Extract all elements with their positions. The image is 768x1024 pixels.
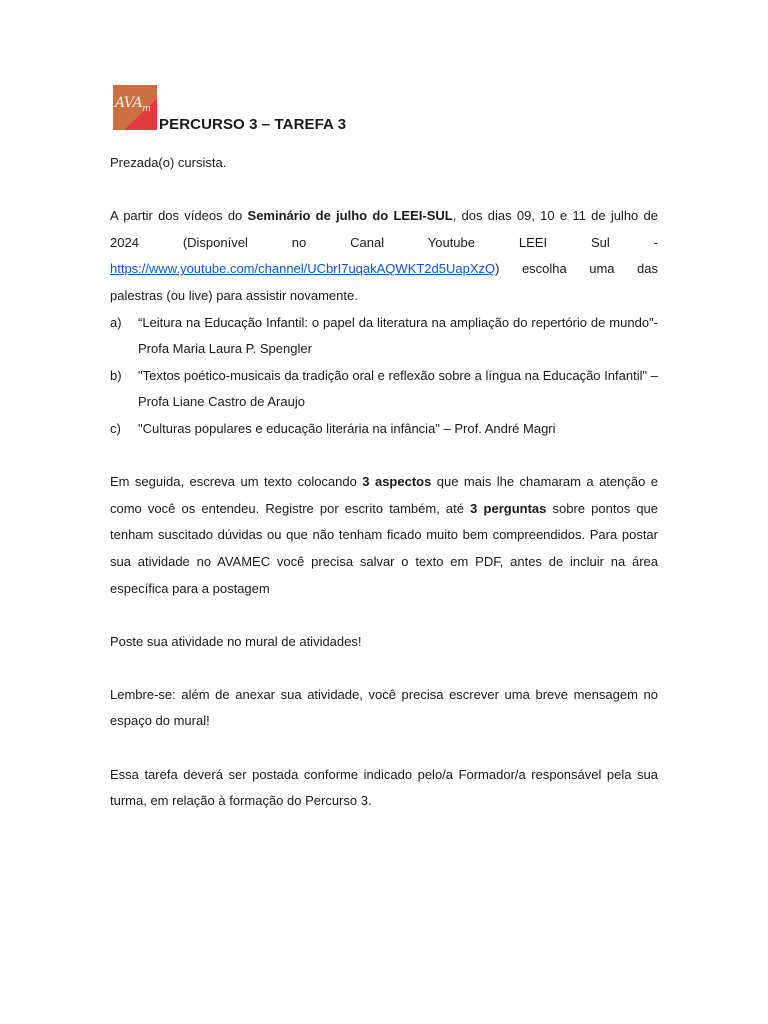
youtube-channel-link[interactable]: https://www.youtube.com/channel/UCbrI7uqakAQWKT2d5UapXzQ bbox=[110, 261, 496, 277]
logo-text: $AVA_m$ bbox=[115, 95, 151, 114]
list-item: a) “Leitura na Educação Infantil: o papel da literatura na ampliação do repertório de mundo"- Profa Maria Laura P. Spengler bbox=[110, 314, 658, 357]
document-body bbox=[110, 150, 658, 815]
post-note: Poste sua atividade no mural de atividades! bbox=[110, 633, 362, 649]
list-item: c) "Culturas populares e educação literária na infância" – Prof. André Magri bbox=[110, 420, 556, 436]
page-title: PERCURSO 3 – TAREFA 3 bbox=[159, 116, 347, 133]
reminder-paragraph: Lembre-se: além de anexar sua atividade, você precisa escrever uma breve mensagem no espaço do mural! bbox=[110, 686, 658, 729]
intro-line-4: palestras (ou live) para assistir novamente. bbox=[110, 287, 358, 303]
intro-paragraph bbox=[110, 203, 658, 309]
avamec-logo bbox=[113, 85, 157, 130]
instructions-paragraph: Em seguida, escreva um texto colocando 3 aspectos que mais lhe chamaram a atenção e como você os entendeu. Registre por escrito também, até 3 perguntas sobre pontos que tenham suscitado dúvidas ou que não tenham ficado muito bem compreendidos. Para postar sua atividade no AVAMEC você precisa salvar o texto em PDF, antes de incluir na área específica para a postagem bbox=[110, 474, 659, 596]
lecture-options-list bbox=[110, 310, 658, 443]
intro-line-3: https://www.youtube.com/channel/UCbrI7uqakAQWKT2d5UapXzQ) escolha uma das bbox=[110, 261, 658, 277]
list-item: b) "Textos poético-musicais da tradição oral e reflexão sobre a língua na Educação Infantil" – Profa Liane Castro de Araujo bbox=[110, 367, 658, 410]
intro-line-1: A partir dos vídeos do Seminário de julho do LEEI-SUL, dos dias 09, 10 e 11 de julho de bbox=[110, 208, 658, 224]
deadline-paragraph: Essa tarefa deverá ser postada conforme indicado pelo/a Formador/a responsável pela sua turma, em relação à formação do Percurso 3. bbox=[110, 766, 658, 809]
document-header bbox=[113, 85, 673, 131]
seminar-name: Seminário de julho do LEEI-SUL bbox=[247, 208, 453, 224]
intro-line-2: 2024 (Disponível no Canal Youtube LEEI Sul - bbox=[110, 234, 658, 250]
greeting: Prezada(o) cursista. bbox=[110, 155, 227, 170]
